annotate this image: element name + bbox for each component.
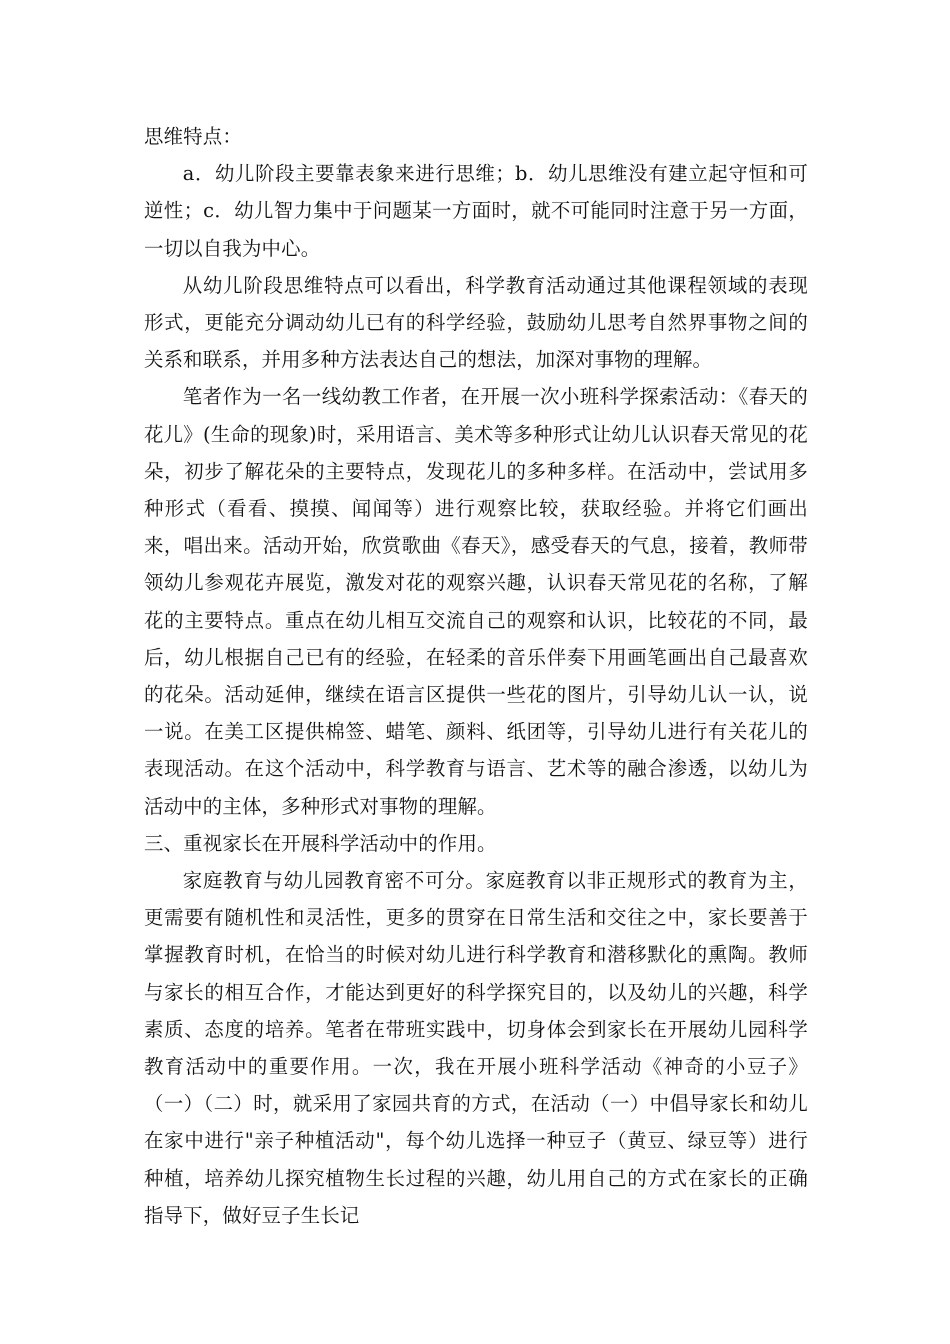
paragraph-heading-thinking-traits: 思维特点： (144, 125, 242, 148)
paragraph-science-education: 从幼儿阶段思维特点可以看出，科学教育活动通过其他课程领域的表现形式，更能充分调动幼儿已有的科学经验，鼓励幼儿思考自然界事物之间的关系和联系，并用多种方法表达自己的想法，加深对事物的理解。 (144, 273, 808, 372)
paragraph-thinking-traits-list: a．幼儿阶段主要靠表象来进行思维；b．幼儿思维没有建立起守恒和可逆性；c．幼儿智力集中于问题某一方面时，就不可能同时注意于另一方面，一切以自我为中心。 (144, 162, 808, 260)
document-body (144, 118, 808, 1234)
section-heading-parents-role: 三、重视家长在开展科学活动中的作用。 (144, 831, 497, 855)
paragraph-family-education: 家庭教育与幼儿园教育密不可分。家庭教育以非正规形式的教育为主，更需要有随机性和灵活性，更多的贯穿在日常生活和交往之中，家长要善于掌握教育时机，在恰当的时候对幼儿进行科学教育和潜移默化的熏陶。教师与家长的相互合作，才能达到更好的科学探究目的，以及幼儿的兴趣，科学素质、态度的培养。笔者在带班实践中，切身体会到家长在开展幼儿园科学教育活动中的重要作用。一次，我在开展小班科学活动《神奇的小豆子》（一）（二）时，就采用了家园共育的方式，在活动（一）中倡导家长和幼儿在家中进行"亲子种植活动"，每个幼儿选择一种豆子（黄豆、绿豆等）进行种植，培养幼儿探究植物生长过程的兴趣，幼儿用自己的方式在家长的正确指导下，做好豆子生长记 (144, 869, 808, 1227)
paragraph-spring-flowers-activity: 笔者作为一名一线幼教工作者，在开展一次小班科学探索活动：《春天的花儿》(生命的现象)时，采用语言、美术等多种形式让幼儿认识春天常见的花朵，初步了解花朵的主要特点，发现花儿的多种多样。在活动中，尝试用多种形式（看看、摸摸、闻闻等）进行观察比较，获取经验。并将它们画出来，唱出来。活动开始，欣赏歌曲《春天》，感受春天的气息，接着，教师带领幼儿参观花卉展览，激发对花的观察兴趣，认识春天常见花的名称，了解花的主要特点。重点在幼儿相互交流自己的观察和认识，比较花的不同，最后，幼儿根据自己已有的经验，在轻柔的音乐伴奏下用画笔画出自己最喜欢的花朵。活动延伸，继续在语言区提供一些花的图片，引导幼儿认一认，说一说。在美工区提供棉签、蜡笔、颜料、纸团等，引导幼儿进行有关花儿的表现活动。在这个活动中，科学教育与语言、艺术等的融合渗透，以幼儿为活动中的主体，多种形式对事物的理解。 (144, 385, 808, 818)
